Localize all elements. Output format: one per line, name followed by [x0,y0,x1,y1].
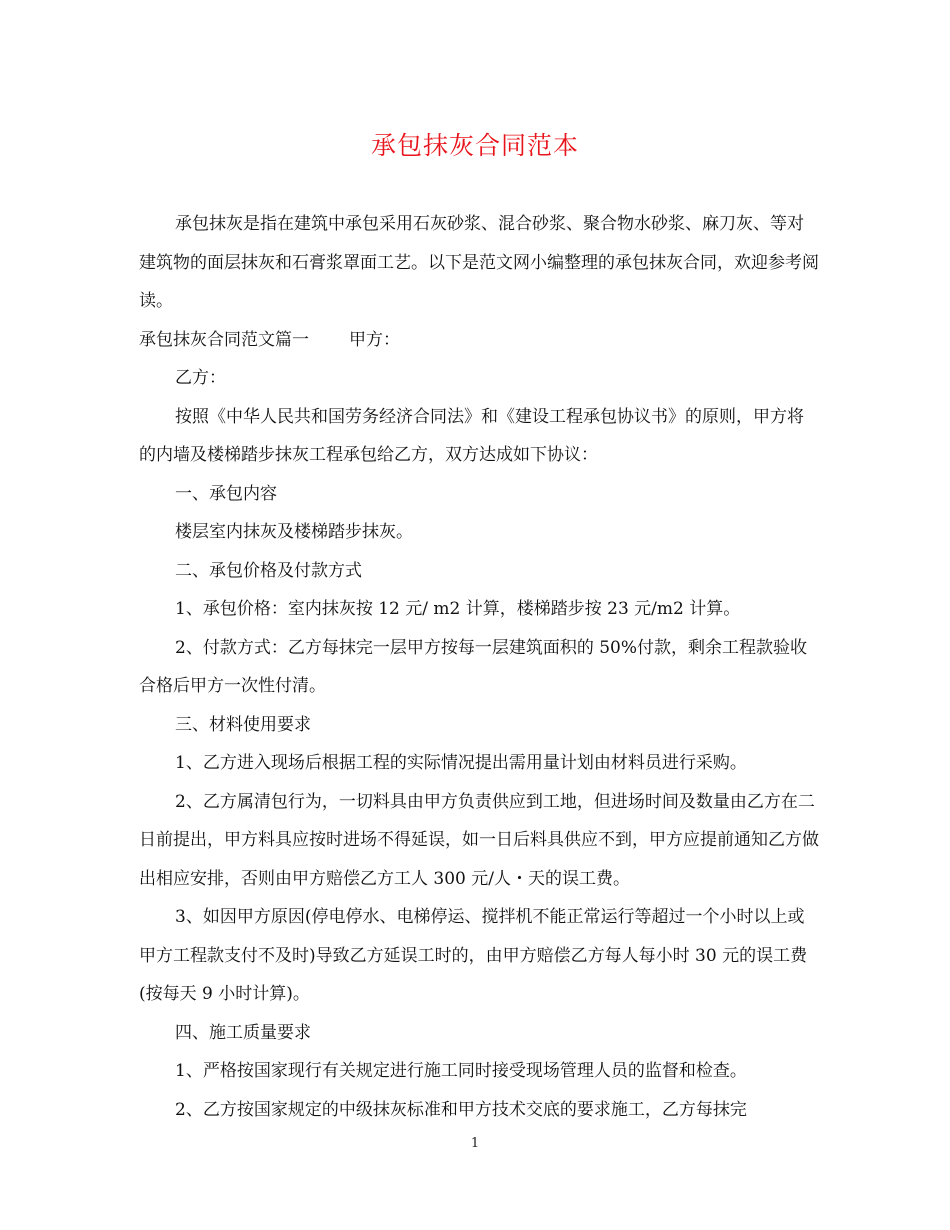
page-number: 1 [470,1136,480,1151]
clause-heading-2: 二、承包价格及付款方式 [175,560,362,581]
clause-1-content: 楼层室内抹灰及楼梯踏步抹灰。 [175,522,413,542]
document-body [139,205,819,1129]
preamble-paragraph: 按照《中华人民共和国劳务经济合同法》和《建设工程承包协议书》的原则，甲方将 的内墙及楼梯踏步抹灰工程承包给乙方，双方达成如下协议： [139,406,804,465]
clause-2-item-1: 1、承包价格：室内抹灰按 12 元/ m2 计算，楼梯踏步按 23 元/m2 计算。 [175,599,741,619]
party-a-label: 甲方： [349,329,400,350]
clause-3-item-1: 1、乙方进入现场后根据工程的实际情况提出需用量计划由材料员进行采购。 [175,753,747,773]
section-heading-line [139,321,819,360]
section-title: 承包抹灰合同范文篇一 [139,329,309,350]
clause-4-item-2: 2、乙方按国家规定的中级抹灰标准和甲方技术交底的要求施工，乙方每抹完 [175,1099,747,1120]
clause-3-item-2: 2、乙方属清包行为，一切料具由甲方负责供应到工地，但进场时间及数量由乙方在二日前提出，甲方料具应按时进场不得延误，如一日后料具供应不到，甲方应提前通知乙方做出相应安排，否则由甲方赔偿乙方工人 300 元/人・天的误工费。 [139,791,819,889]
clause-2-item-2: 2、付款方式：乙方每抹完一层甲方按每一层建筑面积的 50%付款，剩余工程款验收合格后甲方一次性付清。 [139,637,808,696]
party-b-label: 乙方： [175,368,226,388]
clause-heading-3: 三、材料使用要求 [175,714,311,735]
clause-heading-4: 四、施工质量要求 [175,1022,311,1043]
clause-heading-1: 一、承包内容 [175,483,277,504]
clause-4-item-1: 1、严格按国家现行有关规定进行施工同时接受现场管理人员的监督和检查。 [175,1061,747,1081]
clause-3-item-3: 3、如因甲方原因(停电停水、电梯停运、搅拌机不能正常运行等超过一个小时以上或甲方工程款支付不及时)导致乙方延误工时的，由甲方赔偿乙方每人每小时 30 元的误工费(按每天 9 小时计算)。 [139,907,808,1004]
intro-paragraph: 承包抹灰是指在建筑中承包采用石灰砂浆、混合砂浆、聚合物水砂浆、麻刀灰、等对建筑物的面层抹灰和石膏浆罩面工艺。以下是范文网小编整理的承包抹灰合同，欢迎参考阅读。 [139,214,819,311]
document-title: 承包抹灰合同范本 [370,131,579,160]
